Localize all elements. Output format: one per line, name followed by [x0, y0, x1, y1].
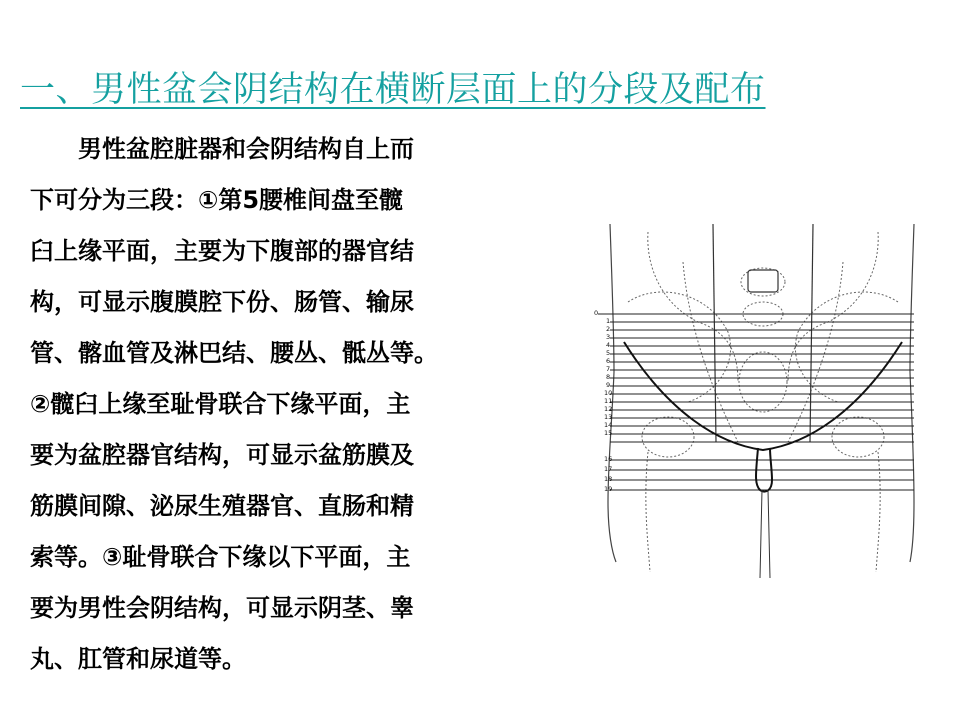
body-line: 管、髂血管及淋巴结、腰丛、骶丛等。	[30, 339, 438, 367]
level-label: 2	[606, 325, 611, 333]
level-label: 16	[604, 455, 613, 463]
body-text	[30, 124, 580, 685]
level-label: 17	[604, 465, 613, 473]
iliac-left	[648, 232, 738, 382]
body-line: ②髋臼上缘至耻骨联合下缘平面，主	[30, 390, 411, 418]
level-label: 18	[604, 475, 613, 483]
iliac-right	[788, 232, 878, 382]
body-line: 臼上缘平面，主要为下腹部的器官结	[30, 237, 414, 265]
level-label: 12	[604, 405, 613, 413]
penis-line-right	[768, 490, 770, 578]
level-label: 11	[604, 397, 613, 405]
level-label: 14	[604, 421, 613, 429]
level-label: 19	[604, 485, 613, 493]
femoral-head-left	[642, 417, 694, 457]
vessel-right	[788, 262, 843, 442]
pelvis-section-diagram	[588, 222, 940, 578]
spinal-line-right	[810, 224, 813, 442]
slide-title: 一、男性盆会阴结构在横断层面上的分段及配布	[20, 70, 766, 110]
level-label: 3	[606, 333, 611, 341]
body-outline	[608, 224, 914, 562]
level-label: 4	[606, 341, 611, 349]
body-line: 构，可显示腹膜腔下份、肠管、输尿	[30, 288, 414, 316]
level-label: 1	[606, 317, 611, 325]
level-label: 5	[606, 349, 611, 357]
body-line: 下可分为三段：①第5腰椎间盘至髋	[30, 186, 404, 214]
vertebra-l5	[748, 270, 778, 292]
bladder	[739, 352, 787, 412]
level-label: 0	[594, 309, 599, 317]
level-label: 13	[604, 413, 613, 421]
level-label: 10	[604, 389, 613, 397]
level-label: 15	[604, 429, 613, 437]
level-label: 7	[606, 365, 611, 373]
body-line: 要为盆腔器官结构，可显示盆筋膜及	[30, 441, 414, 469]
vessel-left	[683, 262, 738, 442]
body-line: 要为男性会阴结构，可显示阴茎、睾	[30, 594, 414, 622]
level-label: 8	[606, 373, 611, 381]
body-line: 男性盆腔脏器和会阴结构自上而	[30, 135, 414, 163]
body-line: 索等。③耻骨联合下缘以下平面，主	[30, 543, 411, 571]
pelvis-diagram-svg	[588, 222, 940, 578]
spinal-line-left	[713, 224, 716, 442]
penis-outline	[760, 490, 770, 578]
femoral-head-right	[832, 417, 884, 457]
body-outline-right	[910, 224, 914, 562]
body-line: 筋膜间隙、泌尿生殖器官、直肠和精	[30, 492, 414, 520]
level-label: 9	[606, 381, 611, 389]
penis-line-left	[760, 490, 762, 578]
body-line: 丸、肛管和尿道等。	[30, 645, 246, 673]
level-labels	[594, 309, 612, 493]
level-label: 6	[606, 357, 611, 365]
